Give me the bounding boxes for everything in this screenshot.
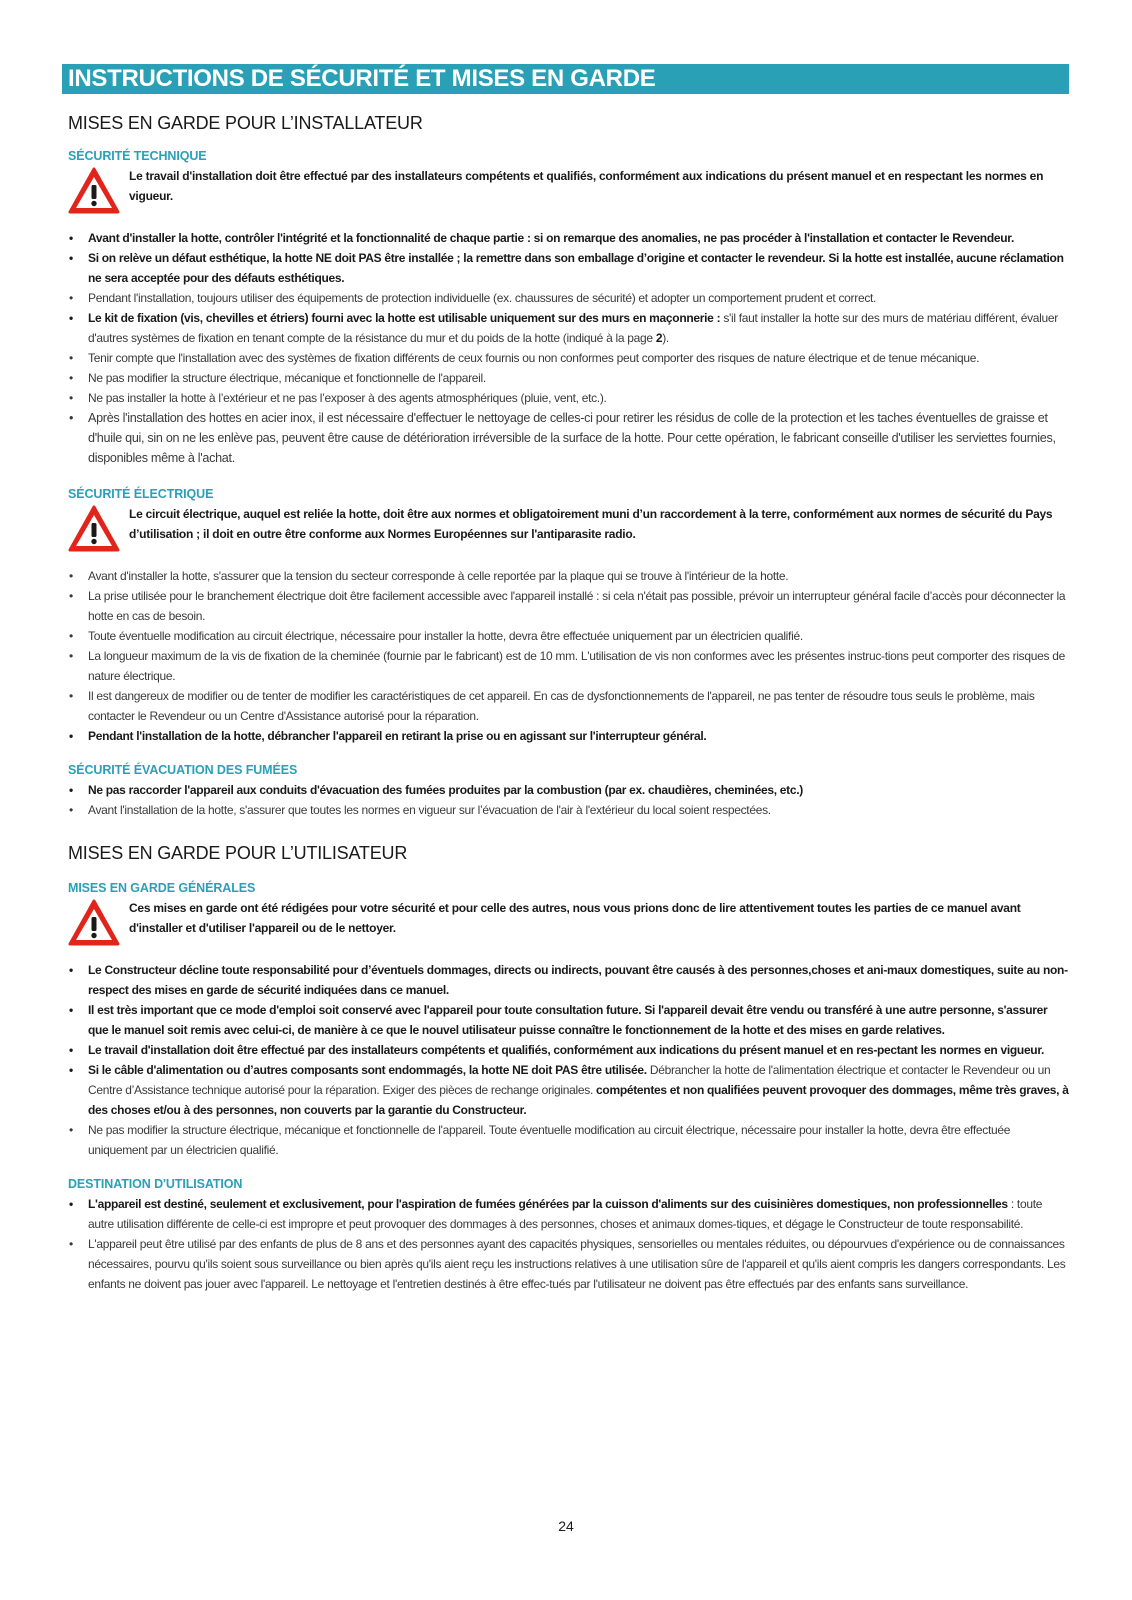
elec-warning-text: Le circuit électrique, auquel est reliée la hotte, doit être aux normes et obligatoirement muni d’un raccordement à la terre, conformément aux normes de sécurité du Pays d’utilisation ; il doit en outre être conforme aux Normes Européennes sur l'antiparasite radio. [129, 507, 1053, 541]
destination-title: DESTINATION D'UTILISATION [68, 1177, 243, 1191]
list-item: • Tenir compte que l'installation avec des systèmes de fixation différents de ceux fournis ou non conformes peut comporter des risques de nature électrique et de tenue mécanique. [68, 348, 1069, 368]
list-item: • Ne pas modifier la structure électrique, mécanique et fonctionnelle de l'appareil. [68, 368, 1069, 388]
cable-damage-bold: Si le câble d'alimentation ou d’autres composants sont endommagés, la hotte NE doit PAS être utilisée. [88, 1063, 647, 1077]
general-warning-text: Ces mises en garde ont été rédigées pour votre sécurité et pour celle des autres, nous vous prions donc de lire attentivement toutes les parties de ce manuel avant d'installer et d'utiliser l'appareil ou de le nettoyer. [129, 901, 1021, 935]
elec-safety-title: SÉCURITÉ ÉLECTRIQUE [68, 487, 214, 501]
smoke-safety-title: SÉCURITÉ ÉVACUATION DES FUMÉES [68, 763, 298, 777]
general-list [68, 960, 1069, 1160]
destination-list [68, 1194, 1069, 1294]
list-item [68, 1060, 1069, 1120]
page-banner: INSTRUCTIONS DE SÉCURITÉ ET MISES EN GARDE [62, 64, 1069, 94]
list-item: • Il est très important que ce mode d'emploi soit conservé avec l'appareil pour toute consultation future. Si l'appareil devait être vendu ou transféré à une autre personne, s'assurer que le manuel soit remis avec celui-ci, de manière à ce que le nouvel utilisateur puisse connaître le fonctionnement de la hotte et des mises en garde relatives. [68, 1000, 1069, 1040]
list-item [68, 1194, 1069, 1234]
list-item [68, 308, 1069, 348]
list-item: • Si on relève un défaut esthétique, la hotte NE doit PAS être installée ; la remettre dans son emballage d’origine et contacter le revendeur. Si la hotte est installée, aucune réclamation ne sera acceptée pour des défauts esthétiques. [68, 248, 1069, 288]
fixing-kit-bold: Le kit de fixation (vis, chevilles et étriers) fourni avec la hotte est utilisable uniquement sur des murs en maçonnerie : [88, 311, 721, 325]
general-warnings-title: MISES EN GARDE GÉNÉRALES [68, 881, 256, 895]
warning-triangle-icon [68, 504, 120, 554]
list-item: • Il est dangereux de modifier ou de tenter de modifier les caractéristiques de cet appareil. En cas de dysfonctionnements de l'appareil, ne pas tenter de résoudre tous seuls le problème, mais contacter le Revendeur ou un Centre d'Assistance autorisé pour la réparation. [68, 686, 1069, 726]
list-item: • Avant l'installation de la hotte, s'assurer que toutes les normes en vigueur sur l’évacuation de l'air à l'extérieur du local soient respectées. [68, 800, 1069, 820]
list-item: • Toute éventuelle modification au circuit électrique, nécessaire pour installer la hotte, devra être effectuée uniquement par un électricien qualifié. [68, 626, 1069, 646]
warning-triangle-icon [68, 898, 120, 948]
page-content [62, 64, 1069, 1294]
list-item: • Ne pas raccorder l'appareil aux conduits d'évacuation des fumées produites par la combustion (par ex. chaudières, cheminées, etc.) [68, 780, 1069, 800]
page-ref: 2 [655, 331, 663, 345]
destination-text: : toute autre utilisation différente de celle-ci est impropre et peut provoquer des dommages à des personnes, choses et animaux domes-tiques, et dégage le Constructeur de toute responsabilité. [88, 1197, 1043, 1231]
tech-warning-box [68, 166, 1069, 216]
warning-triangle-icon [68, 166, 120, 216]
general-warning-box [68, 898, 1069, 948]
list-item: • Le travail d'installation doit être effectué par des installateurs compétents et qualifiés, conformément aux indications du présent manuel et en res-pectant les normes en vigueur. [68, 1040, 1069, 1060]
list-item: • Ne pas installer la hotte à l’extérieur et ne pas l’exposer à des agents atmosphériques (pluie, vent, etc.). [68, 388, 1069, 408]
tech-list [68, 228, 1069, 468]
elec-list [68, 566, 1069, 746]
page-number: 24 [558, 1518, 574, 1534]
list-item: • Avant d'installer la hotte, contrôler l'intégrité et la fonctionnalité de chaque partie : si on remarque des anomalies, ne pas procéder à l'installation et contacter le Revendeur. [68, 228, 1069, 248]
list-item: • Le Constructeur décline toute responsabilité pour d’éventuels dommages, directs ou indirects, pouvant être causés à des personnes,choses et ani-maux domestiques, suite au non-respect des mises en garde de sécurité indiquées dans ce manuel. [68, 960, 1069, 1000]
list-item: • La longueur maximum de la vis de fixation de la cheminée (fournie par le fabricant) est de 10 mm. L'utilisation de vis non conformes avec les présentes instruc-tions peut comporter des risques de nature électrique. [68, 646, 1069, 686]
elec-warning-box [68, 504, 1069, 554]
installer-section-title: MISES EN GARDE POUR L’INSTALLATEUR [68, 113, 423, 133]
smoke-list [68, 780, 1069, 820]
list-item: • Ne pas modifier la structure électrique, mécanique et fonctionnelle de l'appareil. Toute éventuelle modification au circuit électrique, nécessaire pour installer la hotte, devra être effectuée uniquement par un électricien qualifié. [68, 1120, 1069, 1160]
tech-warning-text: Le travail d'installation doit être effectué par des installateurs compétents et qualifiés, conformément aux indications du présent manuel et en respectant les normes en vigueur. [129, 169, 1044, 203]
cable-damage-text: Débrancher la hotte de l'alimentation électrique et contacter le Revendeur ou un Centre d’Assistance technique autorisé pour la réparation. Exiger des pièces de rechange originales. [88, 1063, 1051, 1097]
page-ref-close: ). [662, 331, 669, 345]
list-item: • Pendant l'installation, toujours utiliser des équipements de protection individuelle (ex. chaussures de sécurité) et adopter un comportement prudent et correct. [68, 288, 1069, 308]
fixing-kit-text: s'il faut installer la hotte sur des murs de matériau différent, évaluer d'autres systèmes de fixation en tenant compte de la résistance du mur et du poids de la hotte (indiqué à la page [88, 311, 1058, 345]
list-item: • Après l'installation des hottes en acier inox, il est nécessaire d'effectuer le nettoyage de celles-ci pour retirer les résidus de colle de la protection et les taches éventuelles de graisse et d'huile qui, sin on ne les enlève pas, peuvent être cause de détérioration irréversible de la surface de la hotte. Pour cette opération, le fabricant conseille d'utiliser les serviettes fournies, disponibles même à l'achat. [68, 408, 1069, 468]
list-item: • Avant d'installer la hotte, s'assurer que la tension du secteur corresponde à celle reportée par la plaque qui se trouve à l'intérieur de la hotte. [68, 566, 1069, 586]
list-item: • Pendant l'installation de la hotte, débrancher l'appareil en retirant la prise ou en agissant sur l'interrupteur général. [68, 726, 1069, 746]
destination-bold: L'appareil est destiné, seulement et exclusivement, pour l'aspiration de fumées générées par la cuisson d'aliments sur des cuisinières domestiques, non professionnelles [88, 1197, 1008, 1211]
tech-safety-title: SÉCURITÉ TECHNIQUE [68, 149, 207, 163]
list-item: • La prise utilisée pour le branchement électrique doit être facilement accessible avec l'appareil installé : si cela n'était pas possible, prévoir un interrupteur général facile d’accès pour déconnecter la hotte en cas de besoin. [68, 586, 1069, 626]
list-item: • L'appareil peut être utilisé par des enfants de plus de 8 ans et des personnes ayant des capacités physiques, sensorielles ou mentales réduites, ou dépourvues d'expérience ou de connaissances nécessaires, pourvu qu'ils soient sous surveillance ou bien après qu'ils aient reçu les instructions relatives à une utilisation sûre de l'appareil et qu'ils aient compris les dangers correspondants. Les enfants ne doivent pas jouer avec l'appareil. Le nettoyage et l'entretien destinés à être effec-tués par l'utilisateur ne doivent pas être effectués par des enfants sans surveillance. [68, 1234, 1069, 1294]
user-section-title: MISES EN GARDE POUR L’UTILISATEUR [68, 843, 408, 863]
cable-damage-bold-end: compétentes et non qualifiées peuvent provoquer des dommages, même très graves, à des choses et/ou à des personnes, non couverts par la garantie du Constructeur. [88, 1083, 1069, 1117]
